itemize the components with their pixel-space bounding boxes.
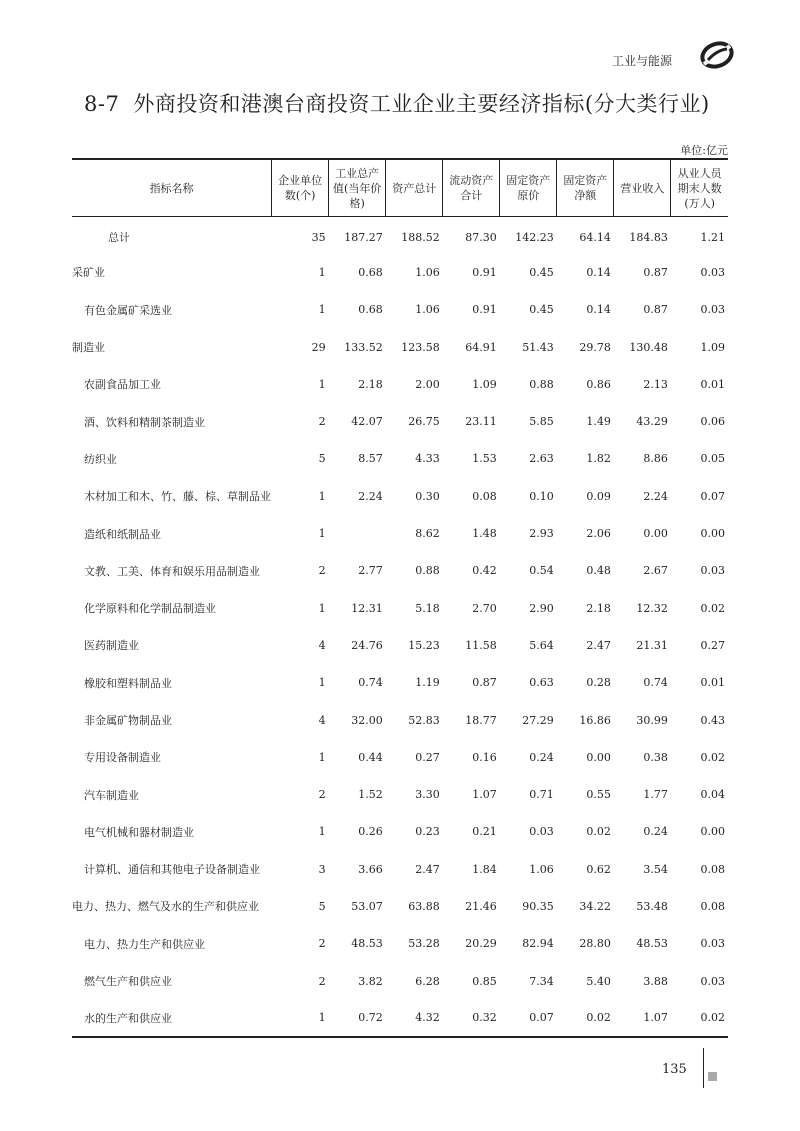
- table-cell: 7.34: [529, 974, 554, 988]
- table-cell: 0.07: [529, 1011, 554, 1025]
- table-cell: 1: [318, 489, 326, 503]
- table-cell: 4: [318, 713, 326, 727]
- table-cell: 0.10: [529, 489, 554, 503]
- table-cell: 1.77: [643, 788, 668, 802]
- table-row: [72, 515, 728, 552]
- table-cell: 1.07: [643, 1011, 668, 1025]
- table-cell: 0.26: [358, 825, 383, 839]
- table-cell: 27.29: [522, 713, 554, 727]
- table-cell: 87.30: [465, 230, 497, 244]
- table-cell: 8.57: [358, 452, 383, 466]
- table-number: 8-7: [84, 92, 120, 116]
- table-cell: 0.63: [529, 676, 554, 690]
- table-cell: 82.94: [522, 937, 554, 951]
- table-cell: 2.24: [643, 489, 668, 503]
- table-row: [72, 627, 728, 664]
- table-header-row: [72, 159, 728, 217]
- table-row: [72, 925, 728, 962]
- table-cell: 29.78: [579, 340, 611, 354]
- table-cell: 188.52: [401, 230, 440, 244]
- column-header: 企业单位数(个): [272, 159, 329, 217]
- table-cell: 8.62: [415, 527, 440, 541]
- footer-square-marker: [708, 1072, 717, 1081]
- row-label: 造纸和纸制品业: [84, 527, 161, 541]
- table-cell: 1.06: [415, 265, 440, 279]
- table-cell: 133.52: [344, 340, 383, 354]
- table-title: 外商投资和港澳台商投资工业企业主要经济指标(分大类行业): [133, 92, 710, 116]
- table-cell: 2.90: [529, 601, 554, 615]
- table-cell: 1.48: [472, 527, 497, 541]
- table-cell: 0.71: [529, 788, 554, 802]
- table-row: [72, 328, 728, 365]
- table-cell: [329, 515, 386, 552]
- table-cell: 0.28: [586, 676, 611, 690]
- table-cell: 0.24: [529, 750, 554, 764]
- table-cell: 4: [318, 638, 326, 652]
- table-cell: 51.43: [522, 340, 554, 354]
- footer-divider: [703, 1048, 704, 1088]
- table-cell: 0.72: [358, 1011, 383, 1025]
- row-label: 有色金属矿采选业: [84, 303, 172, 317]
- table-cell: 28.80: [579, 937, 611, 951]
- table-cell: 3: [318, 862, 326, 876]
- table-cell: 1: [318, 750, 326, 764]
- table-cell: 1: [318, 527, 326, 541]
- table-cell: 1: [318, 377, 326, 391]
- table-cell: 21.46: [465, 899, 497, 913]
- table-cell: 64.14: [579, 230, 611, 244]
- row-label: 专用设备制造业: [84, 751, 161, 765]
- row-label: 化学原料和化学制品制造业: [84, 602, 216, 616]
- page-title: [84, 88, 710, 118]
- table-cell: 2.18: [358, 377, 383, 391]
- unit-label: 单位:亿元: [680, 144, 728, 157]
- table-row: [72, 776, 728, 813]
- table-row: [72, 254, 728, 291]
- table-cell: 53.07: [351, 899, 383, 913]
- table-cell: 0.03: [700, 564, 725, 578]
- table-cell: 63.88: [408, 899, 440, 913]
- table-cell: 5.18: [415, 601, 440, 615]
- column-header: 工业总产值(当年价格): [329, 159, 386, 217]
- table-cell: 0.45: [529, 265, 554, 279]
- table-cell: 0.87: [643, 265, 668, 279]
- table-cell: 2.00: [415, 377, 440, 391]
- table-cell: 0.21: [472, 825, 497, 839]
- table-cell: 2.13: [643, 377, 668, 391]
- table-row: [72, 440, 728, 477]
- table-cell: 2.70: [472, 601, 497, 615]
- table-cell: 0.27: [700, 638, 725, 652]
- table-cell: 2.63: [529, 452, 554, 466]
- table-cell: 1: [318, 303, 326, 317]
- table-cell: 5.64: [529, 638, 554, 652]
- table-cell: 0.91: [472, 303, 497, 317]
- table-cell: 5.40: [586, 974, 611, 988]
- column-header: 从业人员期末人数(万人): [671, 159, 728, 217]
- row-label: 非金属矿物制品业: [84, 714, 172, 727]
- row-label: 农副食品加工业: [84, 378, 161, 392]
- table-cell: 0.55: [586, 788, 611, 802]
- row-label: 电力、热力、燃气及水的生产和供应业: [72, 900, 259, 914]
- table-cell: 43.29: [636, 415, 668, 429]
- table-cell: 0.02: [700, 750, 725, 764]
- table-cell: 0.87: [472, 676, 497, 690]
- table-cell: 0.54: [529, 564, 554, 578]
- table-cell: 0.05: [700, 452, 725, 466]
- table-cell: 11.58: [465, 638, 497, 652]
- table-cell: 0.00: [700, 825, 725, 839]
- table-row: [72, 552, 728, 589]
- table-cell: 3.82: [358, 974, 383, 988]
- table-cell: 26.75: [408, 415, 440, 429]
- table-cell: 16.86: [579, 713, 611, 727]
- column-header: 营业收入: [614, 159, 671, 217]
- row-label: 医药制造业: [84, 639, 139, 653]
- table-cell: 4.33: [415, 452, 440, 466]
- table-cell: 6.28: [415, 974, 440, 988]
- table-cell: 21.31: [636, 638, 668, 652]
- table-cell: 48.53: [636, 937, 668, 951]
- table-cell: 0.38: [643, 750, 668, 764]
- table-cell: 123.58: [401, 340, 440, 354]
- table-cell: 1.07: [472, 788, 497, 802]
- table-cell: 0.74: [643, 676, 668, 690]
- table-row: [72, 888, 728, 925]
- table-cell: 1.84: [472, 862, 497, 876]
- table-cell: 1.19: [415, 676, 440, 690]
- table-cell: 53.28: [408, 937, 440, 951]
- table-cell: 2.47: [586, 638, 611, 652]
- table-cell: 5.85: [529, 415, 554, 429]
- table-row: [72, 478, 728, 515]
- table-cell: 0.02: [586, 1011, 611, 1025]
- table-cell: 0.00: [700, 527, 725, 541]
- table-row: [72, 291, 728, 328]
- table-cell: 0.62: [586, 862, 611, 876]
- table-cell: 1.06: [529, 862, 554, 876]
- table-cell: 2.93: [529, 527, 554, 541]
- table-cell: 0.04: [700, 788, 725, 802]
- table-cell: 0.09: [586, 489, 611, 503]
- table-cell: 2: [318, 937, 326, 951]
- table-cell: 2: [318, 788, 326, 802]
- table-cell: 52.83: [408, 713, 440, 727]
- table-cell: 0.01: [700, 377, 725, 391]
- table-cell: 18.77: [465, 713, 497, 727]
- table-cell: 2: [318, 415, 326, 429]
- row-label: 水的生产和供应业: [84, 1011, 172, 1025]
- table-cell: 0.88: [415, 564, 440, 578]
- table-cell: 0.42: [472, 564, 497, 578]
- table-cell: 53.48: [636, 899, 668, 913]
- table-cell: 64.91: [465, 340, 497, 354]
- page-number: 135: [662, 1062, 687, 1077]
- table-cell: 2.47: [415, 862, 440, 876]
- table-cell: 0.08: [472, 489, 497, 503]
- table-cell: 0.16: [472, 750, 497, 764]
- row-label: 木材加工和木、竹、藤、棕、草制品业: [84, 490, 271, 504]
- table-cell: 2.06: [586, 527, 611, 541]
- table-cell: 0.30: [415, 489, 440, 503]
- table-cell: 0.08: [700, 899, 725, 913]
- table-row: [72, 701, 728, 738]
- table-cell: 15.23: [408, 638, 440, 652]
- table-cell: 2.18: [586, 601, 611, 615]
- table-cell: 0.03: [700, 303, 725, 317]
- column-header: 资产总计: [386, 159, 443, 217]
- table-cell: 0.03: [700, 937, 725, 951]
- table-cell: 1: [318, 825, 326, 839]
- table-cell: 3.66: [358, 862, 383, 876]
- row-label: 燃气生产和供应业: [84, 975, 172, 989]
- table-cell: 20.29: [465, 937, 497, 951]
- table-cell: 3.88: [643, 974, 668, 988]
- table-cell: 48.53: [351, 937, 383, 951]
- table-cell: 1.53: [472, 452, 497, 466]
- table-cell: 3.30: [415, 788, 440, 802]
- table-row: [72, 962, 728, 999]
- table-cell: 0.00: [643, 527, 668, 541]
- table-cell: 1: [318, 601, 326, 615]
- table-cell: 3.54: [643, 862, 668, 876]
- table-cell: 0.08: [700, 862, 725, 876]
- table-cell: 5: [318, 452, 326, 466]
- table-row: [72, 217, 728, 254]
- column-header: 流动资产合计: [443, 159, 500, 217]
- row-label: 文教、工美、体育和娱乐用品制造业: [84, 564, 260, 578]
- table-cell: 0.03: [700, 265, 725, 279]
- table-cell: 2.67: [643, 564, 668, 578]
- table-cell: 0.74: [358, 676, 383, 690]
- table-cell: 0.88: [529, 377, 554, 391]
- table-cell: 35: [311, 230, 326, 244]
- publication-logo-icon: [700, 40, 734, 70]
- row-label: 电力、热力生产和供应业: [84, 937, 205, 951]
- table-cell: 0.91: [472, 265, 497, 279]
- table-cell: 0.68: [358, 265, 383, 279]
- table-cell: 0.86: [586, 377, 611, 391]
- table-cell: 0.14: [586, 265, 611, 279]
- table-cell: 0.32: [472, 1011, 497, 1025]
- row-label: 汽车制造业: [84, 788, 139, 802]
- table-cell: 1.82: [586, 452, 611, 466]
- table-cell: 0.03: [529, 825, 554, 839]
- table-cell: 0.01: [700, 676, 725, 690]
- table-cell: 29: [311, 340, 326, 354]
- table-row: [72, 403, 728, 440]
- table-row: [72, 1000, 728, 1037]
- table-cell: 30.99: [636, 713, 668, 727]
- row-label: 制造业: [72, 341, 105, 355]
- table-cell: 0.02: [586, 825, 611, 839]
- table-cell: 0.48: [586, 564, 611, 578]
- table-cell: 0.24: [643, 825, 668, 839]
- table-cell: 0.68: [358, 303, 383, 317]
- table-cell: 2: [318, 974, 326, 988]
- row-label: 采矿业: [72, 266, 105, 280]
- table-cell: 2.24: [358, 489, 383, 503]
- row-label: 电气机械和器材制造业: [84, 825, 194, 839]
- table-cell: 2.77: [358, 564, 383, 578]
- table-cell: 1: [318, 676, 326, 690]
- table-cell: 0.00: [586, 750, 611, 764]
- column-header: 固定资产净额: [557, 159, 614, 217]
- table-cell: 187.27: [344, 230, 383, 244]
- table-row: [72, 366, 728, 403]
- table-cell: 0.43: [700, 713, 725, 727]
- table-cell: 1.09: [700, 340, 725, 354]
- table-row: [72, 739, 728, 776]
- table-cell: 4.32: [415, 1011, 440, 1025]
- table-cell: 1: [318, 1011, 326, 1025]
- table-cell: 34.22: [579, 899, 611, 913]
- table-cell: 42.07: [351, 415, 383, 429]
- row-label: 计算机、通信和其他电子设备制造业: [84, 863, 260, 877]
- table-cell: 23.11: [465, 415, 497, 429]
- table-cell: 0.02: [700, 601, 725, 615]
- table-cell: 1.52: [358, 788, 383, 802]
- table-row: [72, 664, 728, 701]
- table-cell: 12.32: [636, 601, 668, 615]
- table-cell: 0.02: [700, 1011, 725, 1025]
- table-row: [72, 851, 728, 888]
- table-cell: 24.76: [351, 638, 383, 652]
- table-cell: 0.06: [700, 415, 725, 429]
- table-cell: 12.31: [351, 601, 383, 615]
- table-cell: 0.85: [472, 974, 497, 988]
- table-cell: 0.27: [415, 750, 440, 764]
- table-cell: 0.23: [415, 825, 440, 839]
- table-cell: 0.14: [586, 303, 611, 317]
- table-cell: 130.48: [629, 340, 668, 354]
- table-cell: 184.83: [629, 230, 668, 244]
- row-label: 总计: [108, 231, 130, 245]
- table-row: [72, 813, 728, 850]
- table-cell: 0.45: [529, 303, 554, 317]
- column-header: 固定资产原价: [500, 159, 557, 217]
- table-cell: 1: [318, 265, 326, 279]
- table-cell: 0.87: [643, 303, 668, 317]
- section-header: 工业与能源: [611, 54, 672, 68]
- row-label: 酒、饮料和精制茶制造业: [84, 415, 205, 429]
- table-cell: 0.03: [700, 974, 725, 988]
- indicator-table: [72, 158, 728, 1038]
- table-cell: 8.86: [643, 452, 668, 466]
- table-cell: 0.44: [358, 750, 383, 764]
- table-cell: 0.07: [700, 489, 725, 503]
- table-cell: 142.23: [515, 230, 554, 244]
- table-cell: 1.49: [586, 415, 611, 429]
- table-cell: 90.35: [522, 899, 554, 913]
- table-cell: 1.09: [472, 377, 497, 391]
- table-cell: 1.21: [700, 230, 725, 244]
- table-cell: 1.06: [415, 303, 440, 317]
- table-body: [72, 217, 728, 1038]
- table-cell: 5: [318, 899, 326, 913]
- table-cell: 32.00: [351, 713, 383, 727]
- row-label: 橡胶和塑料制品业: [84, 676, 172, 690]
- column-header: 指标名称: [72, 159, 272, 217]
- row-label: 纺织业: [84, 452, 117, 466]
- table-cell: 2: [318, 564, 326, 578]
- table-row: [72, 589, 728, 626]
